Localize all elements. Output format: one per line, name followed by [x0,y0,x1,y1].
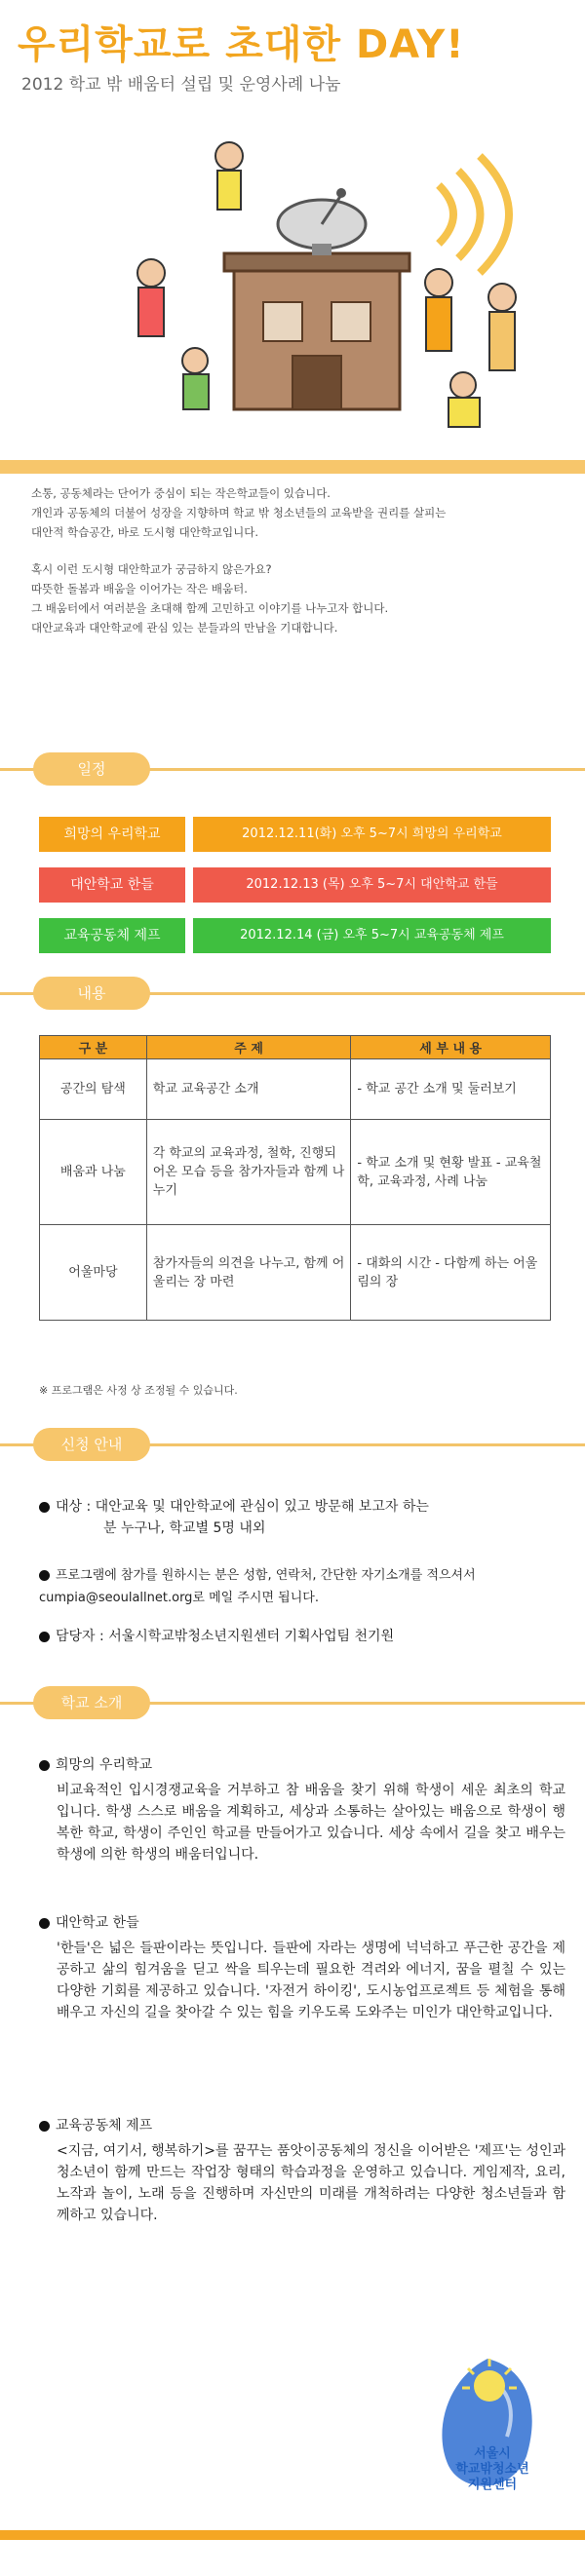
intro-line: 대안교육과 대안학교에 관심 있는 분들과의 만남을 기대합니다. [31,621,338,634]
intro-line: 대안적 학습공간, 바로 도시형 대안학교입니다. [31,525,259,539]
content-table [39,1035,551,1321]
section-tab-schedule: 일정 [33,752,150,786]
table-cell: 참가자들의 의견을 나누고, 함께 어울리는 장 마련 [146,1225,351,1321]
intro-line: 따뜻한 돌봄과 배움을 이어가는 작은 배움터. [31,582,248,596]
apply-email-text: cumpia@seoulallnet.org로 메일 주시면 됩니다. [39,1591,319,1605]
table-header: 주 제 [146,1036,351,1059]
bottom-divider-band [0,2530,585,2540]
section-content [0,977,585,1010]
section-apply [0,1428,585,1461]
schedule-school-name: 희망의 우리학교 [39,817,185,852]
schedule-school-name: 대안학교 한들 [39,867,185,903]
intro-line: 개인과 공동체의 더불어 성장을 지향하며 학교 밖 청소년들의 교육받을 권리를 살피는 [31,506,447,519]
school-description: '한들'은 넓은 들판이라는 뜻입니다. 들판에 자라는 생명에 넉넉하고 푸근한 공간을 제공하고 삶의 힘겨움을 딛고 싹을 틔우는데 필요한 격려와 에너지, 꿈을 펼칠 수 있는 다양한 기회를 제공하고 있습니다. '자전거 하이킹', 도시농업프로젝트 등 체험을 통해 배우고 자신의 길을 찾아갈 수 있는 힘을 키우도록 도와주는 미인가 대안학교입니다. [57,1941,566,2020]
logo-line: 지원센터 [467,2478,518,2492]
section-schools [0,1686,585,1719]
page-title: 우리학교로 초대한 DAY! [18,22,465,67]
table-header: 구 분 [40,1036,147,1059]
school-description: 비교육적인 입시경쟁교육을 거부하고 참 배움을 찾기 위해 학생이 세운 최초의 학교 입니다. 학생 스스로 배움을 계획하고, 세상과 소통하는 살아있는 배움으로 학생이 행복한 학교, 학생이 주인인 학교를 만들어가고 있습니다. 세상 속에서 길을 찾고 배우는 학생에 의한 학생의 배움터입니다. [57,1783,566,1863]
hero-illustration [117,117,546,439]
table-cell: 어울마당 [40,1225,147,1321]
apply-target [39,1496,561,1539]
program-note: ※ 프로그램은 사정 상 조정될 수 있습니다. [39,1384,238,1397]
table-cell: - 학교 공간 소개 및 둘러보기 [351,1059,551,1120]
center-logo-text [448,2446,536,2493]
section-tab-apply: 신청 안내 [33,1428,150,1461]
section-tab-schools: 학교 소개 [33,1686,150,1719]
table-cell: - 학교 소개 및 현황 발표 - 교육철학, 교육과정, 사례 나눔 [351,1120,551,1225]
schedule-time: 2012.12.11(화) 오후 5~7시 희망의 우리학교 [185,817,551,852]
table-header: 세 부 내 용 [351,1036,551,1059]
bullet-icon [39,1632,50,1642]
intro-line: 혹시 이런 도시형 대안학교가 궁금하지 않은가요? [31,562,272,576]
table-row [40,1120,551,1225]
school-item [39,2115,566,2226]
bullet-icon [39,1760,50,1771]
intro-line: 그 배움터에서 여러분을 초대해 함께 고민하고 이야기를 나누고자 합니다. [31,601,389,615]
bullet-icon [39,1570,50,1581]
apply-target-text: 대상 : 대안교육 및 대안학교에 관심이 있고 방문해 보고자 하는 [56,1499,429,1515]
table-cell: 각 학교의 교육과정, 철학, 진행되어온 모습 등을 참가자들과 함께 나누기 [146,1120,351,1225]
school-name: 대안학교 한들 [56,1915,139,1931]
bullet-icon [39,1502,50,1513]
school-name: 희망의 우리학교 [56,1757,153,1773]
schedule-school-name: 교육공동체 제프 [39,918,185,953]
section-tab-content: 내용 [33,977,150,1010]
section-schedule [0,752,585,786]
schedule-time: 2012.12.13 (목) 오후 5~7시 대안학교 한들 [185,867,551,903]
schedule-row [39,817,551,852]
schedule-row [39,918,551,953]
table-cell: 배움과 나눔 [40,1120,147,1225]
bullet-icon [39,2121,50,2132]
apply-target-text-cont: 분 누구나, 학교별 5명 내외 [103,1520,266,1536]
top-divider-band [0,460,585,474]
school-item [39,1754,566,1865]
table-cell: 공간의 탐색 [40,1059,147,1120]
bullet-icon [39,1918,50,1929]
school-description: <지금, 여기서, 행복하기>를 꿈꾸는 품앗이공동체의 정신을 이어받은 '제프'는 성인과 청소년이 함께 만드는 작업장 형태의 학습과정을 운영하고 있습니다. 게임제작, 요리, 노작과 놀이, 노래 등을 진행하며 자신만의 미래를 개척하려는 다양한 청소년들과 함께하고 있습니다. [57,2143,566,2223]
table-header-row [40,1036,551,1059]
schedule-row [39,867,551,903]
logo-line: 서울시 [474,2446,511,2461]
page-subtitle: 2012 학교 밖 배움터 설립 및 운영사례 나눔 [21,75,341,95]
apply-contact-text: 담당자 : 서울시학교밖청소년지원센터 기획사업팀 천기원 [56,1629,395,1644]
apply-howto-text: 프로그램에 참가를 원하시는 분은 성함, 연락처, 간단한 자기소개를 적으셔서 [56,1568,476,1583]
logo-line: 학교밖청소년 [455,2462,529,2477]
intro-text [31,483,558,655]
intro-line: 소통, 공동체라는 단어가 중심이 되는 작은학교들이 있습니다. [31,486,331,500]
table-cell: 학교 교육공간 소개 [146,1059,351,1120]
schedule-time: 2012.12.14 (금) 오후 5~7시 교육공동체 제프 [185,918,551,953]
apply-contact [39,1626,561,1647]
table-cell: - 대화의 시간 - 다함께 하는 어울림의 장 [351,1225,551,1321]
school-item [39,1912,566,2023]
table-row [40,1225,551,1321]
hero-banner [0,0,585,448]
table-row [40,1059,551,1120]
apply-howto [39,1564,561,1609]
school-name: 교육공동체 제프 [56,2118,153,2134]
